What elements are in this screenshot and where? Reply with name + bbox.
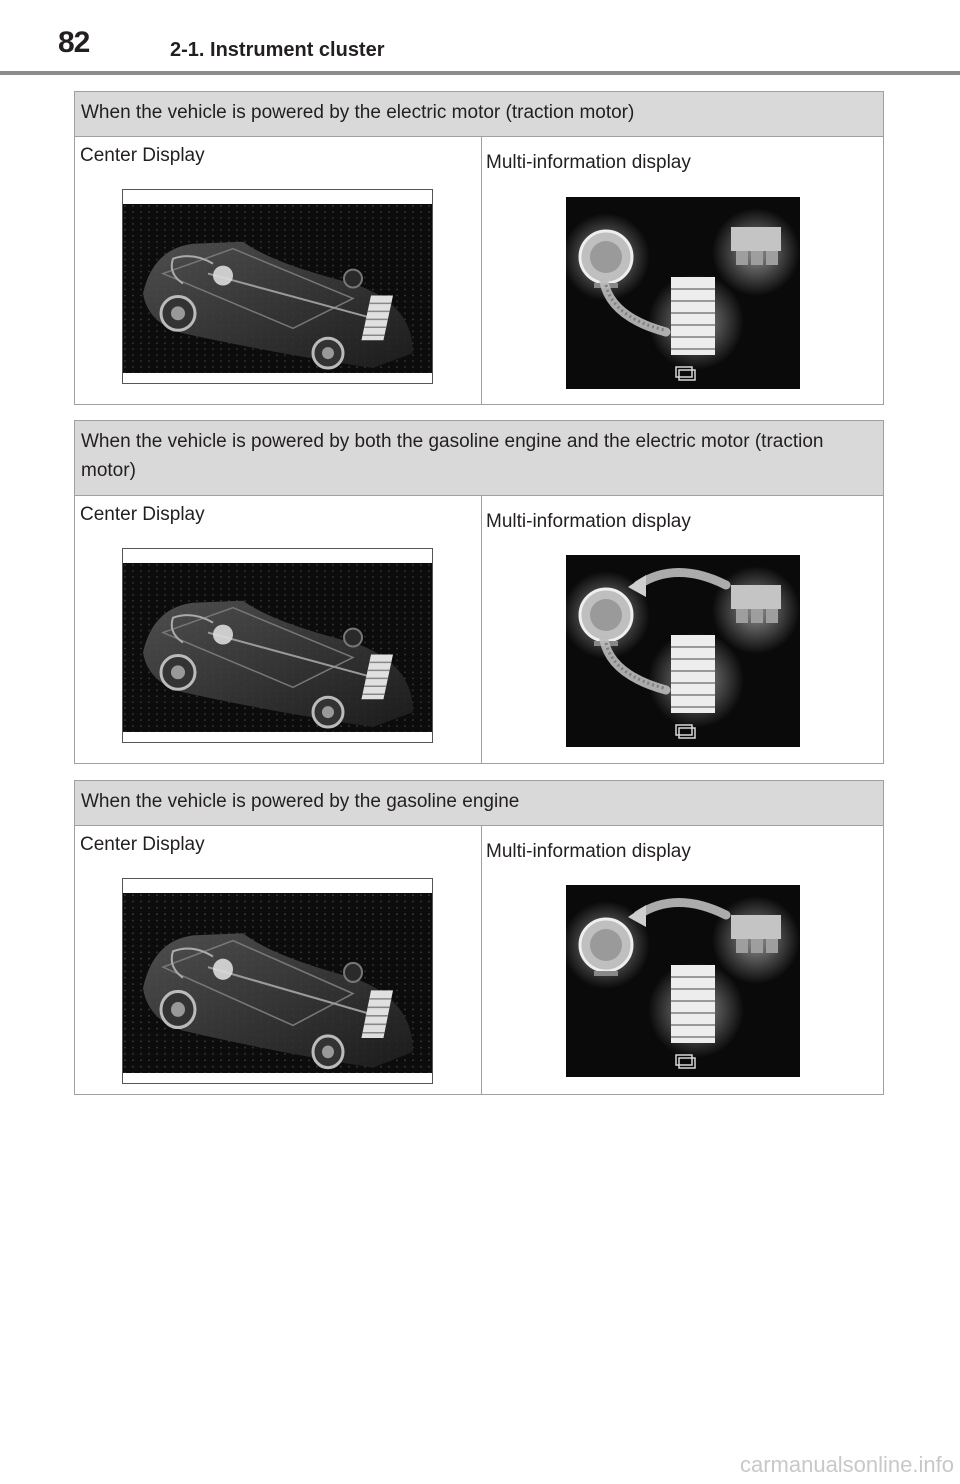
panel-heading: When the vehicle is powered by the electric motor (traction motor) <box>75 92 883 137</box>
center-display-label: Center Display <box>80 145 205 166</box>
center-display-car-image <box>123 879 432 1083</box>
multi-info-display-label: Multi-information display <box>486 841 691 862</box>
page-header <box>0 0 960 76</box>
center-display-car-image <box>123 190 432 383</box>
center-display-label: Center Display <box>80 504 205 525</box>
panel-heading: When the vehicle is powered by the gasoline engine <box>75 781 883 826</box>
energy-flow-panel-engine <box>74 780 884 1095</box>
column-divider <box>481 137 482 404</box>
page-number: 82 <box>58 26 90 59</box>
energy-flow-panel-both <box>74 420 884 764</box>
multi-info-flow-image <box>566 555 800 747</box>
section-title: 2-1. Instrument cluster <box>170 39 385 61</box>
column-divider <box>481 496 482 763</box>
multi-info-display-label: Multi-information display <box>486 511 691 532</box>
multi-info-display-label: Multi-information display <box>486 152 691 173</box>
column-divider <box>481 826 482 1094</box>
multi-info-flow-image <box>566 885 800 1077</box>
center-display-car-image <box>123 549 432 742</box>
energy-flow-panel-motor <box>74 91 884 405</box>
watermark: carmanualsonline.info <box>739 1452 954 1477</box>
header-divider <box>0 71 960 75</box>
center-display-label: Center Display <box>80 834 205 855</box>
multi-info-flow-image <box>566 197 800 389</box>
panel-heading: When the vehicle is powered by both the gasoline engine and the electric motor (traction motor) <box>75 421 883 496</box>
